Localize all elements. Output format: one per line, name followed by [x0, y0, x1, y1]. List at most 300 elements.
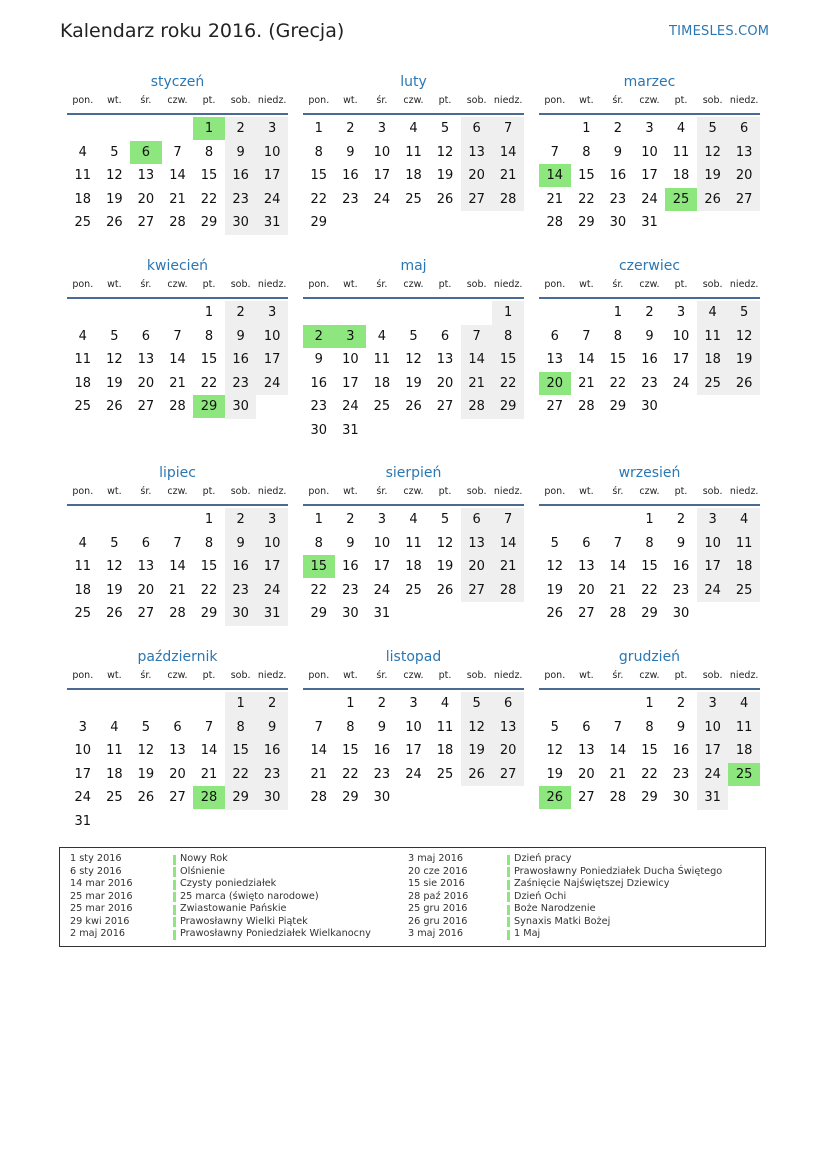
- holiday-day: 20: [539, 372, 571, 395]
- calendar-day: 27: [468, 191, 485, 207]
- calendar-day: 1: [314, 121, 323, 136]
- calendar-day: 22: [578, 191, 595, 207]
- weekday-header: pt.: [438, 95, 452, 106]
- holiday-date: 20 cze 2016: [408, 865, 468, 877]
- calendar-day: 3: [676, 305, 686, 320]
- calendar-day: 25: [704, 375, 721, 391]
- calendar-day: 21: [310, 766, 328, 782]
- calendar-day: 20: [137, 582, 155, 598]
- weekday-header: czw.: [167, 95, 188, 106]
- calendar-day: 27: [578, 606, 595, 621]
- calendar-day: 4: [740, 696, 749, 711]
- calendar-day: 26: [735, 375, 753, 391]
- calendar-day: 15: [609, 352, 627, 367]
- weekday-header: wt.: [579, 670, 594, 681]
- calendar-day: 9: [645, 328, 654, 344]
- calendar-day: 27: [578, 790, 595, 805]
- calendar-day: 14: [578, 352, 595, 367]
- calendar-day: 8: [613, 328, 623, 344]
- calendar-day: 3: [78, 719, 87, 735]
- weekday-header: pt.: [202, 486, 216, 497]
- calendar-day: 2: [377, 696, 387, 711]
- weekday-header: śr.: [376, 670, 388, 681]
- calendar-day: 18: [74, 191, 92, 207]
- calendar-day: 12: [436, 535, 454, 551]
- calendar-day: 6: [472, 512, 481, 527]
- calendar-day: 6: [550, 328, 559, 344]
- month-name: grudzień: [618, 649, 681, 665]
- calendar-day: 26: [405, 399, 422, 414]
- calendar-day: 29: [232, 790, 249, 805]
- calendar-day: 11: [735, 535, 753, 551]
- calendar-day: 9: [346, 144, 355, 160]
- calendar-day: 12: [546, 743, 564, 758]
- calendar-day: 19: [546, 766, 564, 782]
- calendar-day: 20: [137, 191, 155, 207]
- calendar-day: 24: [672, 375, 690, 391]
- calendar-day: 23: [342, 191, 359, 207]
- calendar-day: 18: [373, 375, 391, 391]
- calendar-day: 2: [645, 305, 654, 320]
- holiday-marker: [173, 867, 176, 877]
- weekday-header: wt.: [343, 279, 358, 290]
- month-name: czerwiec: [618, 258, 681, 274]
- weekday-header: pt.: [202, 95, 216, 106]
- calendar-day: 26: [468, 766, 485, 782]
- calendar-day: 3: [645, 121, 654, 136]
- weekday-header: niedz.: [493, 486, 523, 497]
- calendar-day: 10: [405, 719, 422, 735]
- calendar-day: 19: [436, 168, 454, 183]
- calendar-day: 24: [704, 582, 721, 598]
- calendar-day: 3: [409, 696, 418, 711]
- calendar-day: 16: [342, 559, 359, 574]
- month-name: listopad: [385, 649, 442, 665]
- calendar-day: 14: [310, 743, 328, 758]
- calendar-day: 13: [578, 559, 595, 574]
- holiday-name: Czysty poniedziałek: [180, 878, 277, 889]
- calendar-day: 25: [106, 790, 123, 805]
- calendar-day: 30: [310, 422, 328, 438]
- calendar-day: 5: [409, 328, 418, 344]
- weekday-header: wt.: [343, 95, 358, 106]
- calendar-day: 20: [468, 168, 485, 183]
- calendar-day: 17: [74, 766, 92, 782]
- calendar-day: 18: [672, 168, 690, 183]
- calendar-day: 17: [263, 352, 281, 367]
- calendar-day: 22: [342, 766, 359, 782]
- weekday-header: niedz.: [729, 486, 759, 497]
- holiday-date: 29 kwi 2016: [70, 915, 130, 927]
- weekday-header: pon.: [544, 486, 566, 497]
- calendar-day: 9: [377, 719, 387, 735]
- month-name: maj: [400, 258, 427, 274]
- calendar-day: 2: [268, 696, 277, 711]
- calendar-day: 22: [310, 191, 328, 207]
- calendar-day: 29: [200, 215, 218, 230]
- calendar-day: 23: [232, 582, 249, 598]
- calendar-day: 12: [137, 743, 155, 758]
- calendar-day: 18: [74, 582, 92, 598]
- weekday-header: śr.: [612, 486, 624, 497]
- weekday-header: niedz.: [729, 95, 759, 106]
- weekday-header: wt.: [107, 670, 122, 681]
- weekday-header: pt.: [674, 670, 688, 681]
- calendar-day: 12: [735, 328, 753, 344]
- calendar-day: 26: [137, 790, 155, 805]
- calendar-day: 8: [314, 144, 323, 160]
- holiday-name: 1 Maj: [514, 928, 541, 939]
- holiday-marker: [173, 892, 176, 902]
- calendar-day: 17: [373, 168, 391, 183]
- holiday-name: Dzień Ochi: [514, 890, 567, 902]
- calendar-day: 15: [200, 352, 218, 367]
- calendar-day: 23: [232, 375, 249, 391]
- calendar-day: 8: [645, 719, 654, 735]
- calendar-day: 7: [204, 719, 214, 735]
- calendar-day: 4: [409, 121, 418, 136]
- calendar-day: 10: [672, 328, 690, 344]
- weekday-header: czw.: [639, 670, 660, 681]
- calendar-day: 27: [546, 399, 564, 414]
- calendar-day: 24: [342, 399, 359, 414]
- calendar-day: 5: [740, 305, 749, 320]
- calendar-day: 20: [169, 766, 186, 782]
- calendar-day: 26: [436, 582, 454, 598]
- holiday-date: 25 mar 2016: [70, 903, 133, 914]
- calendar-day: 12: [436, 144, 454, 160]
- calendar-day: 24: [373, 582, 391, 598]
- calendar-day: 7: [472, 328, 481, 344]
- calendar-day: 10: [641, 144, 658, 160]
- calendar-day: 13: [137, 168, 155, 183]
- calendar-day: 23: [672, 766, 690, 782]
- calendar-day: 29: [609, 399, 627, 414]
- weekday-header: wt.: [579, 486, 594, 497]
- calendar-day: 28: [609, 790, 627, 805]
- calendar-day: 13: [468, 144, 485, 160]
- holiday-day: 26: [539, 786, 571, 809]
- calendar-day: 21: [468, 375, 485, 391]
- calendar-day: 30: [672, 606, 690, 621]
- calendar-day: 5: [440, 121, 450, 136]
- calendar-day: 10: [704, 719, 721, 735]
- calendar-day: 8: [645, 535, 654, 551]
- weekday-header: niedz.: [729, 670, 759, 681]
- weekday-header: pon.: [72, 95, 94, 106]
- calendar-day: 10: [263, 535, 281, 551]
- weekday-header: pt.: [438, 670, 452, 681]
- holiday-day: 6: [130, 141, 162, 164]
- weekday-header: niedz.: [257, 486, 287, 497]
- calendar-day: 6: [141, 535, 151, 551]
- calendar-day: 1: [645, 512, 654, 527]
- calendar-day: 21: [200, 766, 218, 782]
- holiday-name: 25 marca (święto narodowe): [180, 890, 319, 902]
- calendar-day: 25: [436, 766, 454, 782]
- calendar-day: 30: [609, 215, 627, 230]
- weekday-header: niedz.: [257, 670, 287, 681]
- calendar-day: 6: [472, 121, 481, 136]
- holiday-day: 1: [193, 117, 225, 140]
- calendar-day: 15: [342, 743, 359, 758]
- calendar-day: 5: [141, 719, 151, 735]
- calendar-day: 10: [373, 535, 391, 551]
- calendar-day: 24: [405, 766, 422, 782]
- brand-link[interactable]: TIMESLES.COM: [669, 24, 770, 39]
- calendar-day: 13: [546, 352, 564, 367]
- calendar-day: 3: [377, 121, 387, 136]
- calendar-day: 5: [440, 512, 450, 527]
- weekday-header: czw.: [403, 670, 424, 681]
- header-rule: [539, 504, 760, 506]
- calendar-day: 23: [373, 766, 391, 782]
- holiday-day: 14: [539, 164, 571, 187]
- weekday-header: pt.: [202, 670, 216, 681]
- calendar-day: 25: [74, 399, 92, 414]
- calendar-day: 15: [310, 168, 328, 183]
- calendar-day: 20: [436, 375, 454, 391]
- calendar-day: 1: [236, 696, 245, 711]
- calendar-day: 18: [106, 766, 123, 782]
- calendar-day: 23: [672, 582, 690, 598]
- weekday-header: niedz.: [493, 670, 523, 681]
- header-rule: [539, 688, 760, 690]
- calendar-day: 11: [735, 719, 753, 735]
- calendar-day: 2: [613, 121, 623, 136]
- holiday-marker: [173, 930, 176, 940]
- calendar-day: 2: [236, 305, 245, 320]
- holiday-name: Zaśnięcie Najświętszej Dziewicy: [514, 878, 670, 889]
- calendar-day: 23: [232, 191, 249, 207]
- weekday-header: pon.: [544, 279, 566, 290]
- calendar-day: 30: [672, 790, 690, 805]
- weekday-header: pt.: [674, 279, 688, 290]
- holiday-date: 15 sie 2016: [408, 878, 465, 889]
- calendar-day: 21: [169, 375, 186, 391]
- calendar-day: 13: [137, 559, 155, 574]
- calendar-day: 20: [735, 168, 753, 183]
- holiday-date: 1 sty 2016: [70, 853, 122, 864]
- calendar-day: 20: [499, 743, 517, 758]
- calendar-day: 17: [263, 559, 281, 574]
- calendar-day: 5: [110, 535, 119, 551]
- calendar-day: 21: [499, 559, 517, 574]
- calendar-day: 16: [641, 352, 658, 367]
- calendar-day: 24: [74, 790, 92, 805]
- calendar-day: 22: [641, 766, 658, 782]
- weekday-header: czw.: [167, 279, 188, 290]
- calendar-day: 5: [110, 144, 119, 160]
- weekday-header: śr.: [376, 95, 388, 106]
- month-name: luty: [400, 74, 427, 90]
- calendar-day: 23: [310, 399, 328, 414]
- weekday-header: pon.: [544, 670, 566, 681]
- calendar-day: 30: [232, 215, 249, 230]
- holiday-name: Nowy Rok: [180, 853, 228, 864]
- calendar-day: 18: [405, 168, 422, 183]
- calendar-day: 4: [708, 305, 717, 320]
- holiday-name: Prawosławny Poniedziałek Wielkanocny: [180, 928, 371, 939]
- calendar-day: 15: [499, 352, 517, 367]
- calendar-day: 1: [204, 512, 214, 527]
- calendar-day: 19: [468, 743, 485, 758]
- weekday-header: pon.: [544, 95, 566, 106]
- calendar-day: 7: [173, 328, 182, 344]
- weekday-header: niedz.: [493, 279, 523, 290]
- weekday-header: pt.: [674, 95, 688, 106]
- calendar-day: 27: [468, 582, 485, 598]
- calendar-day: 15: [641, 559, 658, 574]
- holiday-date: 6 sty 2016: [70, 865, 122, 877]
- calendar-day: 6: [141, 328, 151, 344]
- calendar-day: 15: [200, 168, 218, 183]
- holiday-marker: [173, 855, 176, 865]
- weekday-header: śr.: [140, 670, 152, 681]
- calendar-day: 20: [578, 766, 595, 782]
- holiday-marker: [507, 867, 510, 877]
- calendar-day: 15: [578, 168, 595, 183]
- calendar-day: 15: [641, 743, 658, 758]
- calendar-day: 31: [74, 813, 92, 829]
- calendar-day: 14: [499, 144, 517, 160]
- holiday-day: 28: [193, 786, 225, 809]
- calendar-day: 22: [641, 582, 658, 598]
- weekday-header: pon.: [72, 279, 94, 290]
- holiday-date: 3 maj 2016: [408, 853, 464, 864]
- holiday-marker: [507, 892, 510, 902]
- calendar-day: 16: [232, 352, 249, 367]
- calendar-day: 16: [373, 743, 391, 758]
- holiday-date: 14 mar 2016: [70, 878, 133, 889]
- weekday-header: niedz.: [729, 279, 759, 290]
- calendar-day: 14: [169, 168, 186, 183]
- weekday-header: śr.: [140, 95, 152, 106]
- calendar-day: 6: [173, 719, 182, 735]
- holiday-name: Synaxis Matki Bożej: [514, 915, 611, 927]
- calendar-day: 13: [436, 352, 454, 367]
- weekday-header: sob.: [702, 279, 723, 290]
- calendar-day: 1: [582, 121, 591, 136]
- weekday-header: sob.: [466, 486, 487, 497]
- calendar-day: 24: [704, 766, 721, 782]
- calendar-day: 14: [468, 352, 485, 367]
- calendar-day: 25: [735, 582, 753, 598]
- calendar-day: 16: [263, 743, 281, 758]
- calendar-day: 23: [609, 191, 627, 207]
- calendar-day: 29: [310, 215, 328, 230]
- holiday-marker: [507, 917, 510, 927]
- calendar-day: 20: [578, 582, 595, 598]
- calendar-day: 11: [405, 144, 422, 160]
- calendar-day: 10: [263, 144, 281, 160]
- weekday-header: śr.: [376, 279, 388, 290]
- calendar-day: 24: [263, 375, 281, 391]
- calendar-day: 26: [106, 399, 123, 414]
- month-name: marzec: [623, 74, 676, 90]
- month-name: wrzesień: [618, 465, 681, 481]
- month-name: październik: [137, 649, 218, 665]
- calendar-day: 23: [342, 582, 359, 598]
- calendar-day: 28: [169, 606, 186, 621]
- weekday-header: czw.: [167, 670, 188, 681]
- calendar-day: 21: [609, 582, 627, 598]
- calendar-day: 16: [672, 559, 690, 574]
- weekday-header: czw.: [167, 486, 188, 497]
- holiday-date: 25 mar 2016: [70, 890, 133, 902]
- calendar-day: 8: [504, 328, 513, 344]
- holiday-date: 3 maj 2016: [408, 928, 464, 939]
- weekday-header: czw.: [403, 486, 424, 497]
- calendar-day: 7: [504, 512, 513, 527]
- calendar-day: 21: [546, 191, 564, 207]
- header-rule: [67, 297, 288, 299]
- calendar-day: 10: [704, 535, 721, 551]
- calendar-day: 30: [373, 790, 391, 805]
- month-name: sierpień: [385, 465, 442, 481]
- calendar-day: 4: [740, 512, 749, 527]
- holiday-name: Boże Narodzenie: [514, 903, 596, 914]
- holiday-date: 25 gru 2016: [408, 903, 468, 914]
- holiday-name: Prawosławny Wielki Piątek: [180, 915, 308, 927]
- calendar-day: 4: [78, 144, 87, 160]
- calendar-day: 13: [499, 719, 517, 735]
- calendar-day: 8: [582, 144, 591, 160]
- calendar-day: 11: [373, 352, 391, 367]
- calendar-day: 8: [314, 535, 323, 551]
- page-title: Kalendarz roku 2016. (Grecja): [60, 20, 345, 42]
- calendar-day: 28: [169, 399, 186, 414]
- calendar-day: 6: [582, 719, 591, 735]
- weekday-header: śr.: [140, 486, 152, 497]
- header-rule: [539, 297, 760, 299]
- calendar-day: 1: [204, 305, 214, 320]
- calendar-day: 28: [546, 215, 564, 230]
- calendar-day: 17: [704, 559, 721, 574]
- weekday-header: sob.: [230, 486, 251, 497]
- calendar-day: 27: [499, 766, 517, 782]
- calendar-day: 25: [405, 582, 422, 598]
- calendar-day: 16: [672, 743, 690, 758]
- header-rule: [539, 113, 760, 115]
- calendar-day: 23: [641, 375, 658, 391]
- calendar-day: 7: [314, 719, 323, 735]
- calendar-day: 27: [169, 790, 186, 805]
- holiday-date: 2 maj 2016: [70, 928, 126, 939]
- weekday-header: śr.: [612, 279, 624, 290]
- calendar-day: 31: [373, 606, 391, 621]
- calendar-day: 3: [268, 121, 277, 136]
- calendar-day: 13: [169, 743, 186, 758]
- calendar-day: 31: [263, 215, 281, 230]
- weekday-header: wt.: [107, 279, 122, 290]
- calendar-day: 7: [173, 535, 182, 551]
- calendar-day: 2: [676, 512, 686, 527]
- weekday-header: sob.: [702, 670, 723, 681]
- calendar-day: 3: [377, 512, 387, 527]
- calendar-day: 11: [74, 168, 92, 183]
- calendar-day: 13: [735, 144, 753, 160]
- calendar-day: 14: [169, 559, 186, 574]
- calendar-day: 16: [232, 559, 249, 574]
- calendar-day: 12: [106, 168, 123, 183]
- month-name: styczeń: [150, 74, 205, 90]
- calendar-day: 19: [546, 582, 564, 598]
- holiday-name: Dzień pracy: [514, 853, 572, 864]
- header-rule: [67, 113, 288, 115]
- calendar-day: 29: [578, 215, 595, 230]
- calendar-day: 9: [613, 144, 623, 160]
